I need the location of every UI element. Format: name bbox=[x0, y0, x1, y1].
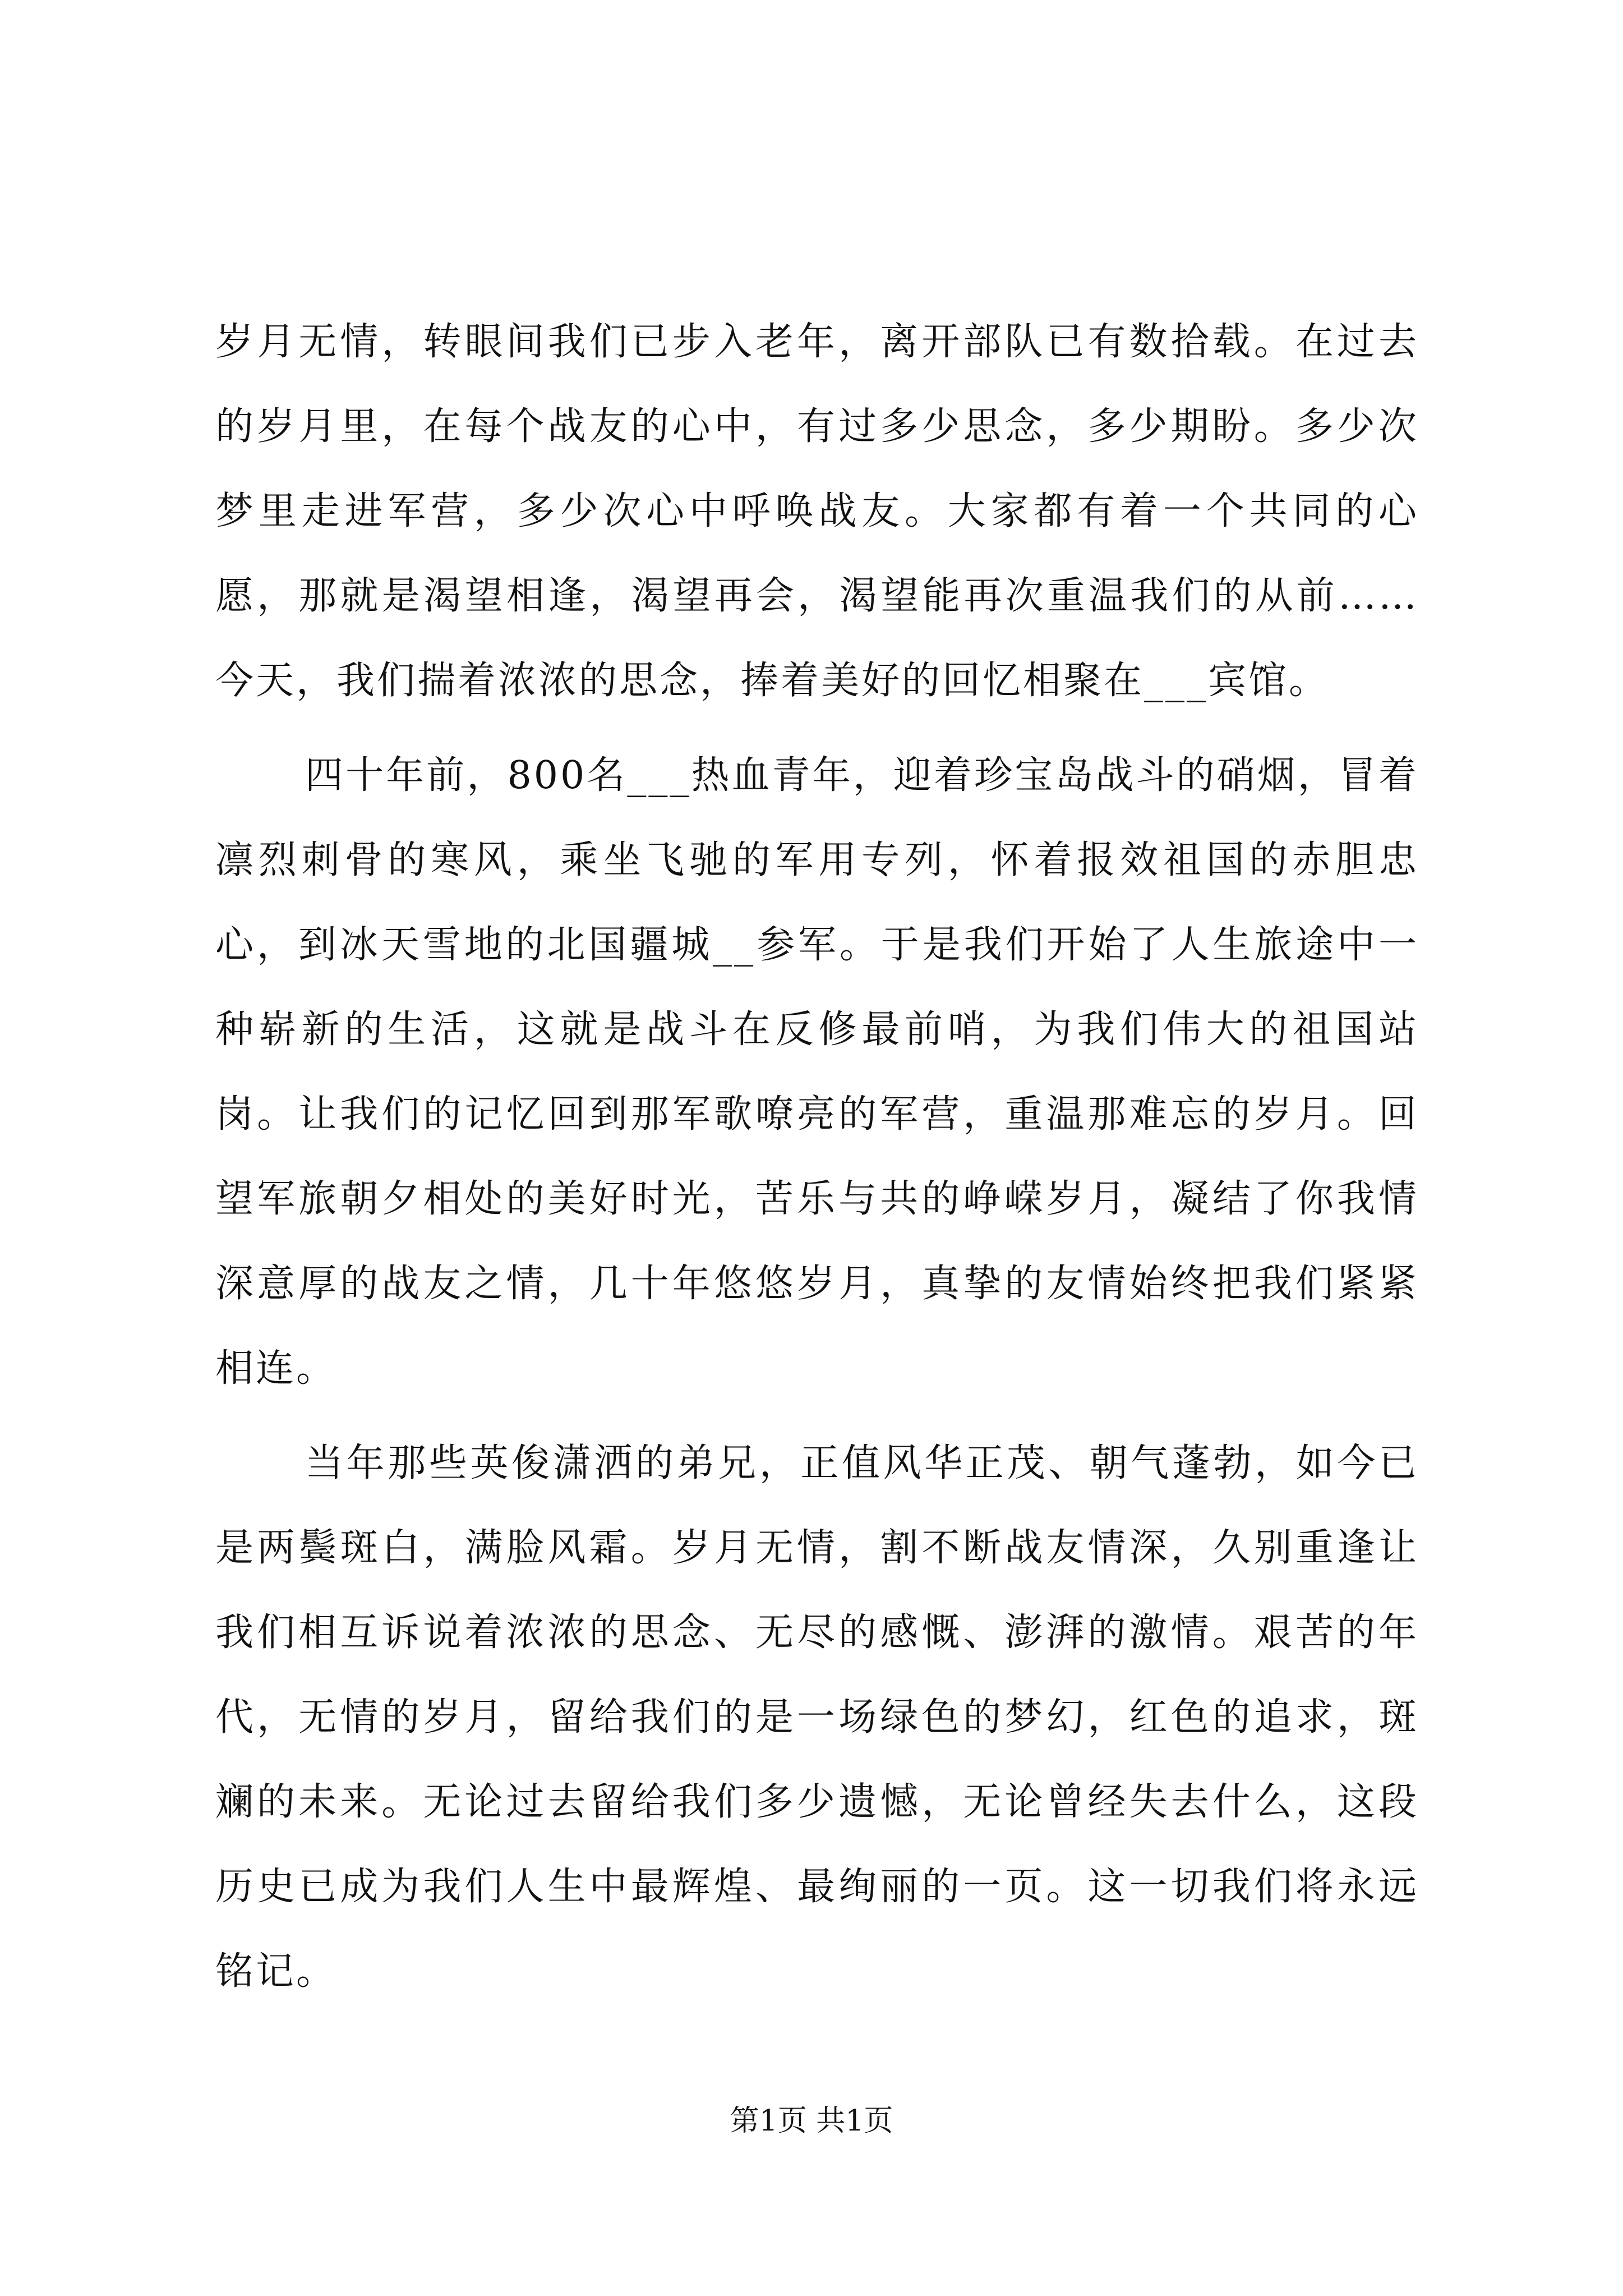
document-body bbox=[215, 300, 1419, 2014]
paragraph-1: 岁月无情，转眼间我们已步入老年，离开部队已有数拾载。在过去的岁月里，在每个战友的心中，有过多少思念，多少期盼。多少次梦里走进军营，多少次心中呼唤战友。大家都有着一个共同的心愿，那就是渴望相逢，渴望再会，渴望能再次重温我们的从前……今天，我们揣着浓浓的思念，捧着美好的回忆相聚在___宾馆。 bbox=[215, 320, 1419, 703]
paragraph-3: 当年那些英俊潇洒的弟兄，正值风华正茂、朝气蓬勃，如今已是两鬓斑白，满脸风霜。岁月无情，割不断战友情深，久别重逢让我们相互诉说着浓浓的思念、无尽的感慨、澎湃的激情。艰苦的年代，无情的岁月，留给我们的是一场绿色的梦幻，红色的追求，斑斓的未来。无论过去留给我们多少遗憾，无论曾经失去什么，这段历史已成为我们人生中最辉煌、最绚丽的一页。这一切我们将永远铭记。 bbox=[215, 1441, 1419, 1994]
page-footer: 第1页 共1页 bbox=[730, 2104, 893, 2138]
paragraph-2: 四十年前，800名___热血青年，迎着珍宝岛战斗的硝烟，冒着凛烈刺骨的寒风，乘坐飞驰的军用专列，怀着报效祖国的赤胆忠心，到冰天雪地的北国疆城__参军。于是我们开始了人生旅途中一种崭新的生活，这就是战斗在反修最前哨，为我们伟大的祖国站岗。让我们的记忆回到那军歌嘹亮的军营，重温那难忘的岁月。回望军旅朝夕相处的美好时光，苦乐与共的峥嵘岁月，凝结了你我情深意厚的战友之情，几十年悠悠岁月，真挚的友情始终把我们紧紧相连。 bbox=[215, 753, 1419, 1391]
